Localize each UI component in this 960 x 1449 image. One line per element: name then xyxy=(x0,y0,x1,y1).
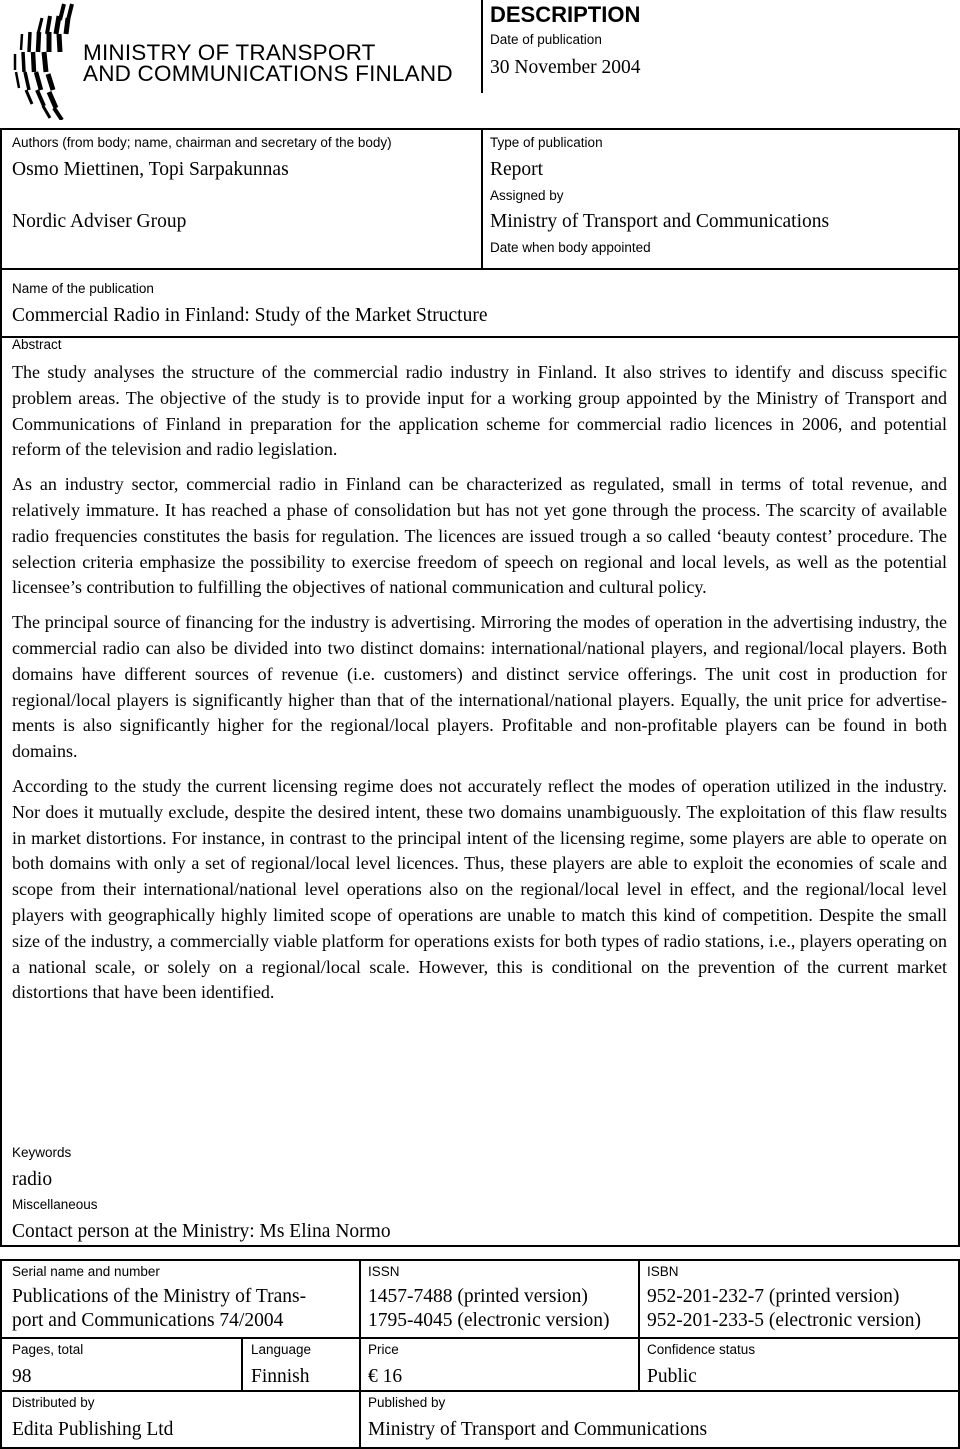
rule xyxy=(0,268,960,270)
pages-label: Pages, total xyxy=(12,1342,84,1357)
date-appointed-label: Date when body appointed xyxy=(490,240,651,255)
miscellaneous-label: Miscellaneous xyxy=(12,1197,98,1212)
date-of-publication-label: Date of publication xyxy=(490,32,602,47)
keywords-value: radio xyxy=(12,1169,53,1190)
authors-group: Nordic Adviser Group xyxy=(12,211,187,232)
isbn-value-line1: 952-201-232-7 (printed version) xyxy=(647,1286,900,1307)
published-by-label: Published by xyxy=(368,1395,446,1410)
publication-type-label: Type of publication xyxy=(490,135,603,150)
rule xyxy=(0,128,2,1245)
rule xyxy=(0,336,960,338)
rule xyxy=(958,1259,960,1449)
serial-value-line1: Publications of the Ministry of Trans- xyxy=(12,1286,307,1307)
isbn-value-line2: 952-201-233-5 (electronic version) xyxy=(647,1310,921,1331)
language-label: Language xyxy=(251,1342,312,1357)
rule xyxy=(359,1259,361,1449)
pages-value: 98 xyxy=(12,1366,32,1387)
abstract-paragraph: The study analyses the structure of the commercial radio industry in Finland. It also strives to identify and discuss specific problem areas. The objective of the study is to provide input for a working group appointed by the Ministry of Transport and Communications of Finland in preparation for the application scheme for commercial radio licences in 2006, and potential reform of the television and radio legislation. xyxy=(12,362,947,460)
price-value: € 16 xyxy=(368,1366,403,1387)
issn-label: ISSN xyxy=(368,1264,400,1279)
ministry-name-line2: AND COMMUNICATIONS FINLAND xyxy=(83,61,453,86)
serial-value-line2: port and Communications 74/2004 xyxy=(12,1310,284,1331)
rule xyxy=(241,1337,243,1390)
rule xyxy=(0,128,960,130)
isbn-label: ISBN xyxy=(647,1264,679,1279)
ministry-name-line1: MINISTRY OF TRANSPORT xyxy=(83,40,376,65)
ministry-logo-icon xyxy=(8,2,80,120)
abstract-label: Abstract xyxy=(12,337,62,352)
rule xyxy=(958,128,960,1245)
assigned-by-value: Ministry of Transport and Communications xyxy=(490,211,830,232)
published-by-value: Ministry of Transport and Communications xyxy=(368,1419,708,1440)
issn-value-line1: 1457-7488 (printed version) xyxy=(368,1286,588,1307)
abstract-paragraph: According to the study the current licensing regime does not accurately reflect the modes of operation utilized in the industry. Nor does it mutually exclude, despite the desired intent, these two domains unambiguously. The exploitation of this flaw results in market distortions. For instance, in contrast to the principal intent of the licensing regime, some players are able to operate on both domains with only a set of regional/local level licences. Thus, these players are able to exploit the economies of scale and scope from their international/national level operations also on the regional/local level in effect, and the regional/local level players with geographically highly limited scope of operations are unable to match this kind of competition. Despite the small size of the industry, a commercially viable platform for operations exists for both types of radio stations, i.e., players operating on a national scale, or solely on a regional/local scale. However, this is conditional on the prevention of the current market distortions that have been identified. xyxy=(12,775,947,1003)
rule xyxy=(0,1337,960,1339)
abstract-paragraph: The principal source of financing for the industry is advertising. Mirroring the modes of operation in the advertising industry, the commercial radio can also be divided into two distinct domains: international/national players, and regional/local players. Both domains have different sources of revenue (i.e. customers) and distinct service offerings. The unit cost in production for regional/local players is significantly higher than that of the international/national players. Equally, the unit price for advertisements is also significantly higher for the regional/local players. Profitable and non-profitable players can be found in both domains. xyxy=(12,612,947,762)
keywords-label: Keywords xyxy=(12,1145,72,1160)
date-of-publication-value: 30 November 2004 xyxy=(490,57,641,78)
publication-name-label: Name of the publication xyxy=(12,281,154,296)
confidence-status-value: Public xyxy=(647,1366,697,1387)
price-label: Price xyxy=(368,1342,399,1357)
issn-value-line2: 1795-4045 (electronic version) xyxy=(368,1310,610,1331)
rule xyxy=(0,1447,960,1449)
publication-type-value: Report xyxy=(490,159,544,180)
serial-label: Serial name and number xyxy=(12,1264,160,1279)
distributed-by-label: Distributed by xyxy=(12,1395,95,1410)
distributed-by-value: Edita Publishing Ltd xyxy=(12,1419,174,1440)
assigned-by-label: Assigned by xyxy=(490,188,564,203)
rule xyxy=(481,128,483,268)
header-divider xyxy=(481,0,483,93)
authors-names: Osmo Miettinen, Topi Sarpakunnas xyxy=(12,159,289,180)
ministry-name xyxy=(83,42,453,84)
rule xyxy=(638,1259,640,1390)
publication-name-value: Commercial Radio in Finland: Study of the Market Structure xyxy=(12,305,488,326)
rule xyxy=(0,1390,960,1392)
document-type-title: DESCRIPTION xyxy=(490,2,641,27)
confidence-status-label: Confidence status xyxy=(647,1342,756,1357)
rule xyxy=(0,1259,960,1261)
authors-label: Authors (from body; name, chairman and secretary of the body) xyxy=(12,135,392,150)
miscellaneous-value: Contact person at the Ministry: Ms Elina Normo xyxy=(12,1221,391,1242)
abstract-paragraph: As an industry sector, commercial radio in Finland can be characterized as regulated, small in terms of total revenue, and relatively immature. It has reached a phase of consolidation but has not yet gone through the process. The scarcity of available radio frequencies constitutes the basis for regulation. The licences are issued trough a so called ‘beauty contest’ procedure. The selection criteria emphasize the possibility to exercise freedom of speech on regional and local levels, as well as the potential licensee’s contribution to fulfilling the objectives of national communication and cultural policy. xyxy=(12,474,947,598)
rule xyxy=(0,1259,2,1449)
rule xyxy=(0,1245,960,1247)
abstract-body xyxy=(12,360,947,1006)
language-value: Finnish xyxy=(251,1366,310,1387)
